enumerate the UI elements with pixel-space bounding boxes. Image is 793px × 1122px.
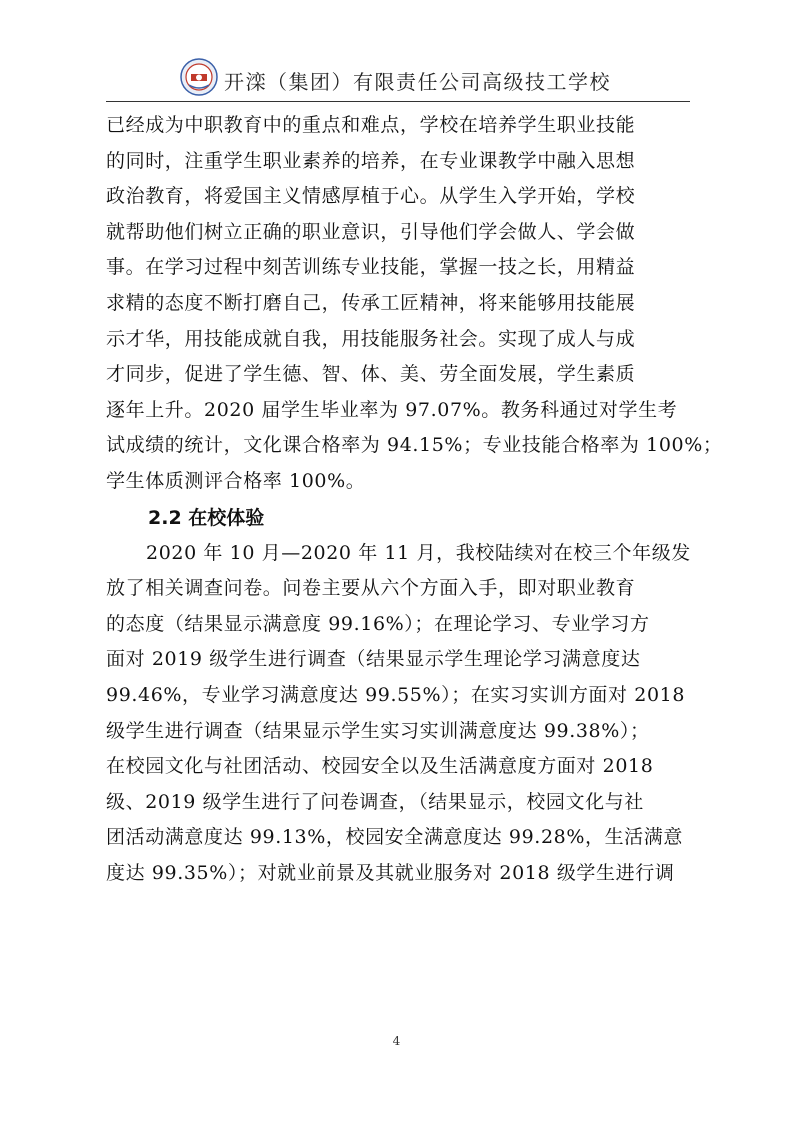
text-line: 的态度（结果显示满意度 99.16%）；在理论学习、专业学习方: [106, 612, 650, 635]
text-line: 逐年上升。2020 届学生毕业率为 97.07%。教务科通过对学生考: [106, 398, 678, 421]
text-line: 求精的态度不断打磨自己，传承工匠精神，将来能够用技能展: [106, 291, 636, 314]
text-line: 已经成为中职教育中的重点和难点，学校在培养学生职业技能: [106, 114, 636, 136]
text-line: 政治教育，将爱国主义情感厚植于心。从学生入学开始，学校: [106, 185, 636, 208]
text-line: 学生体质测评合格率 100%。: [106, 469, 366, 492]
page-number: 4: [392, 1034, 401, 1048]
text-line: 事。在学习过程中刻苦训练专业技能，掌握一技之长，用精益: [106, 256, 636, 279]
text-line: 级学生进行调查（结果显示学生实习实训满意度达 99.38%）；: [106, 719, 650, 742]
text-line: 试成绩的统计，文化课合格率为 94.15%；专业技能合格率为 100%；: [106, 434, 723, 457]
page-header: [180, 58, 690, 100]
paragraph-survey: [106, 536, 696, 892]
section-heading: 2.2 在校体验: [148, 506, 265, 529]
text-line: 的同时，注重学生职业素养的培养，在专业课教学中融入思想: [106, 149, 636, 172]
text-line: 就帮助他们树立正确的职业意识，引导他们学会做人、学会做: [106, 220, 636, 243]
text-line: 面对 2019 级学生进行调查（结果显示学生理论学习满意度达: [106, 648, 641, 671]
text-line: 才同步，促进了学生德、智、体、美、劳全面发展，学生素质: [106, 363, 636, 386]
school-name: 开滦（集团）有限责任公司高级技工学校: [224, 70, 611, 94]
text-line: 2020 年 10 月—2020 年 11 月，我校陆续对在校三个年级发: [146, 541, 691, 564]
text-line: 度达 99.35%）；对就业前景及其就业服务对 2018 级学生进行调: [106, 861, 675, 884]
paragraph-outcomes: [106, 108, 723, 500]
text-line: 示才华，用技能成就自我，用技能服务社会。实现了成人与成: [106, 327, 636, 350]
text-line: 在校园文化与社团活动、校园安全以及生活满意度方面对 2018: [106, 755, 654, 778]
header-divider: [106, 101, 690, 102]
school-emblem-icon: [180, 58, 218, 96]
document-body: [106, 108, 723, 891]
text-line: 99.46%，专业学习满意度达 99.55%）；在实习实训方面对 2018: [106, 683, 686, 706]
text-line: 级、2019 级学生进行了问卷调查，（结果显示，校园文化与社: [106, 790, 644, 813]
text-line: 放了相关调查问卷。问卷主要从六个方面入手，即对职业教育: [106, 577, 636, 600]
text-line: 团活动满意度达 99.13%，校园安全满意度达 99.28%，生活满意: [106, 826, 683, 849]
